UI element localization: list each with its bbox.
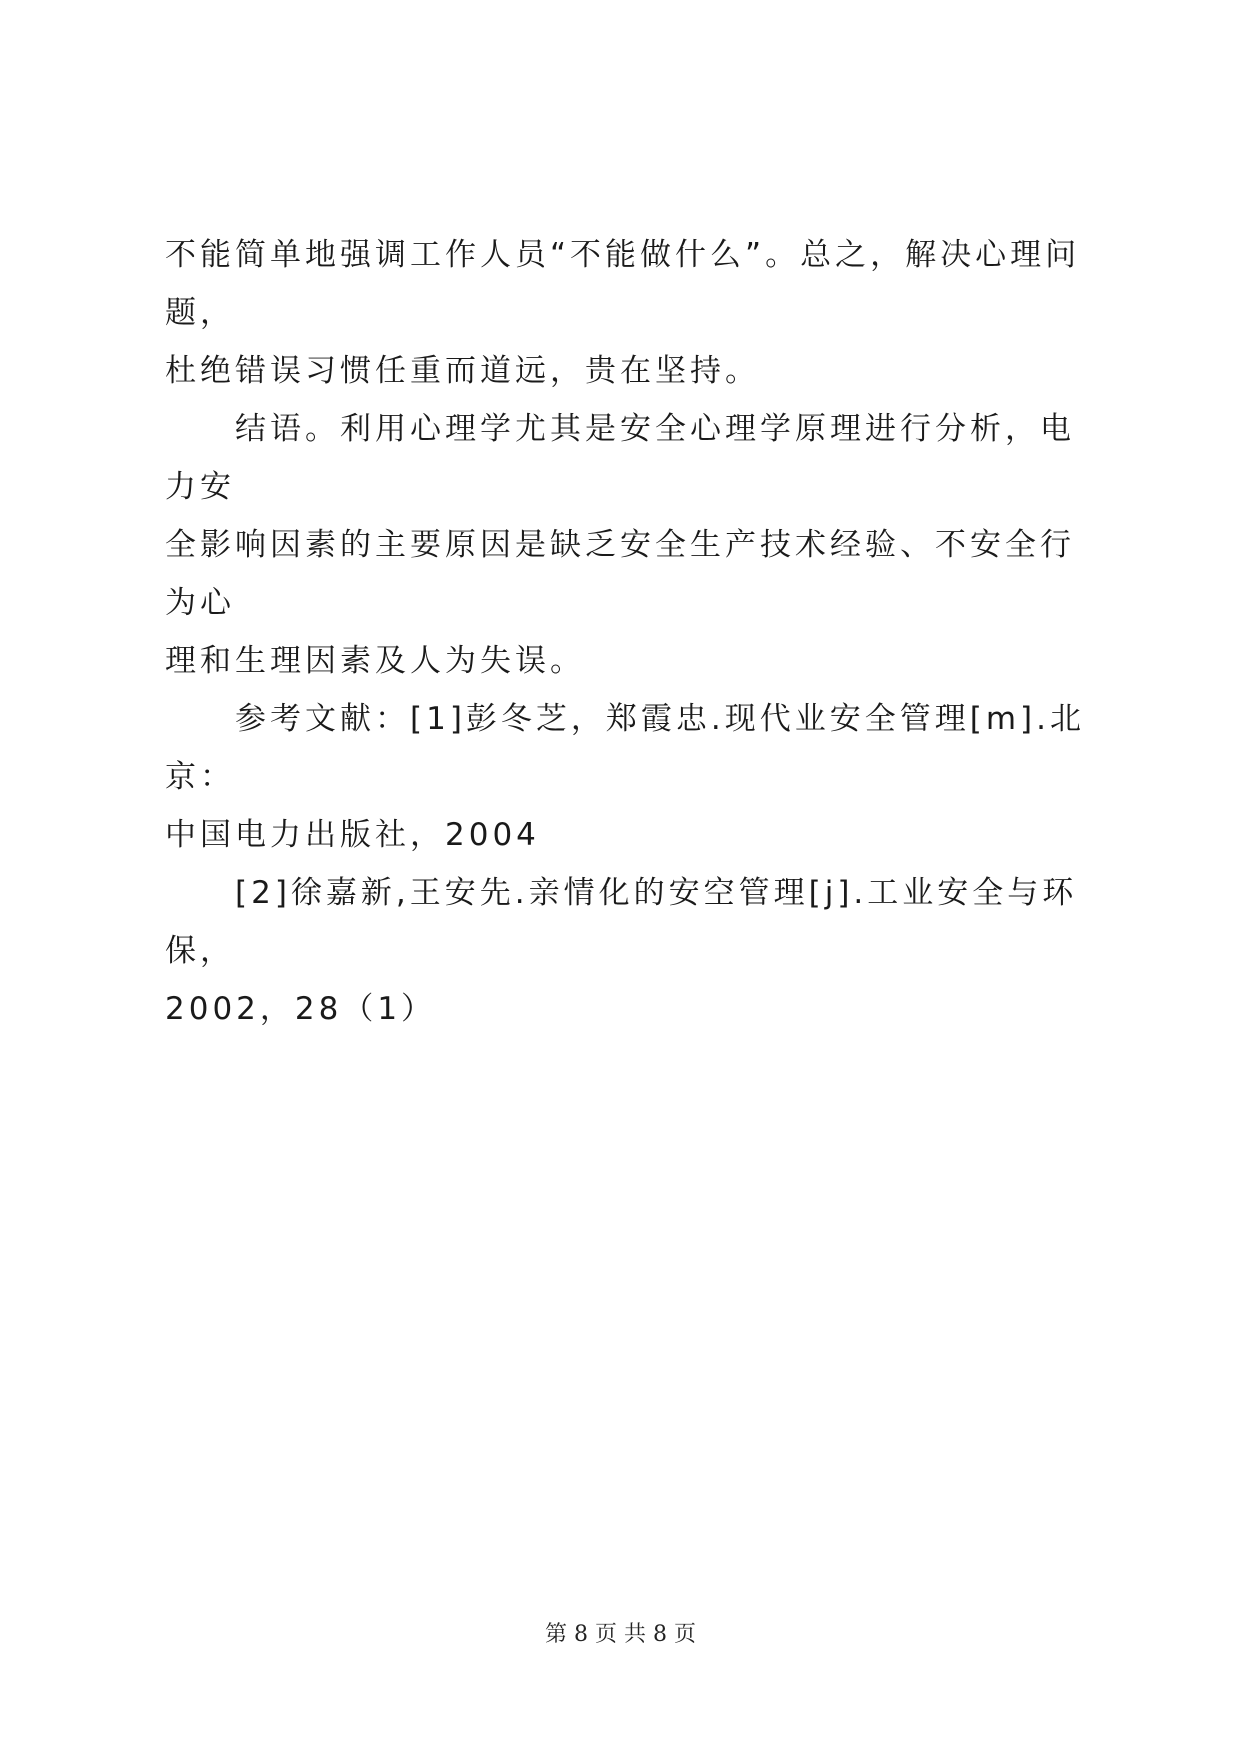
text-line: 不能简单地强调工作人员“不能做什么”。总之，解决心理问题，	[165, 237, 1081, 331]
paragraph-conclusion	[165, 400, 1095, 690]
reference-2	[165, 864, 1095, 1038]
text-line: 2002，28（1）	[165, 991, 437, 1027]
page-number-label: 第 8 页 共 8 页	[545, 1622, 696, 1647]
text-line: 结语。利用心理学尤其是安全心理学原理进行分析，电力安	[165, 411, 1075, 505]
text-line: 中国电力出版社，2004	[165, 817, 540, 853]
text-line: 理和生理因素及人为失误。	[165, 643, 585, 679]
text-line: 参考文献：[1]彭冬芝，郑霞忠.现代业安全管理[m].北京：	[165, 701, 1086, 795]
text-line: [2]徐嘉新,王安先.亲情化的安空管理[j].工业安全与环保，	[165, 875, 1078, 969]
text-line: 杜绝错误习惯任重而道远，贵在坚持。	[165, 353, 760, 389]
body-text	[165, 226, 1095, 1038]
reference-1	[165, 690, 1095, 864]
page-footer	[0, 1617, 1241, 1648]
paragraph-continuation	[165, 226, 1095, 400]
text-line: 全影响因素的主要原因是缺乏安全生产技术经验、不安全行为心	[165, 527, 1075, 621]
